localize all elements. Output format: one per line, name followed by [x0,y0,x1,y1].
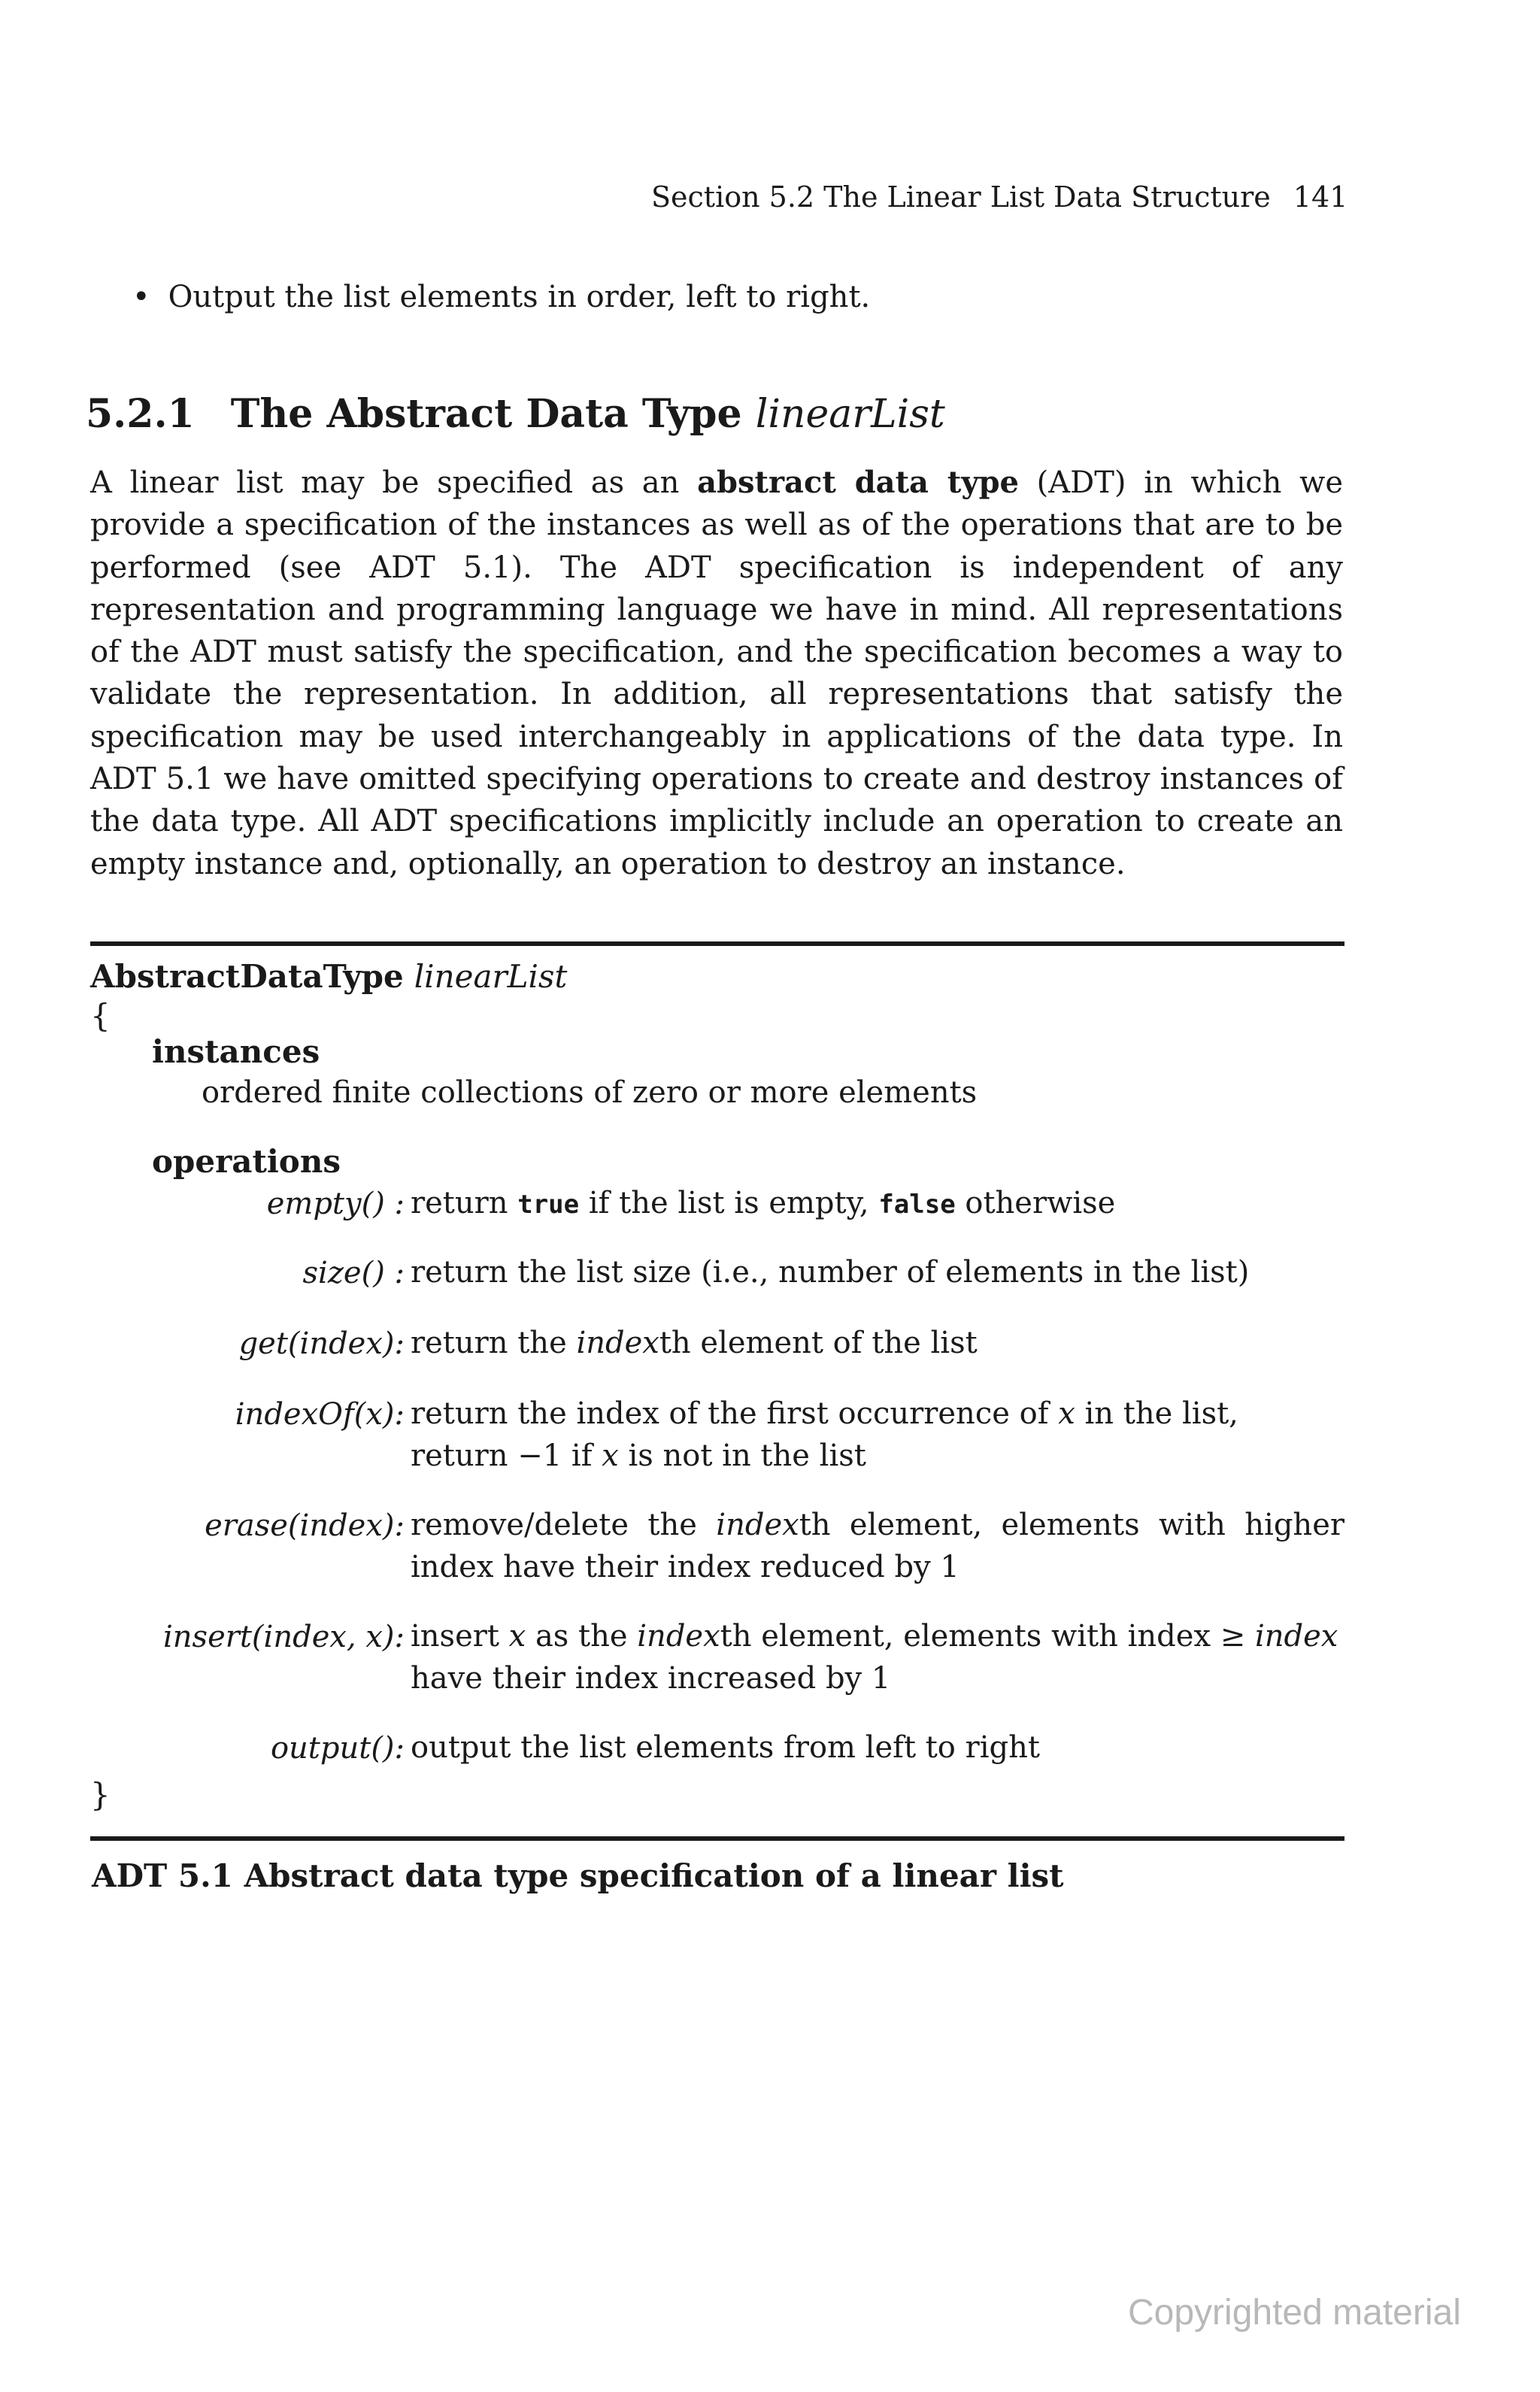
adt-open-brace: { [90,997,111,1034]
adt-top-rule [90,941,1344,946]
adt-bottom-rule [90,1836,1344,1841]
op-desc-get: return the indexth element of the list [411,1326,978,1360]
instances-text: ordered finite collections of zero or more elements [202,1075,978,1110]
section-title-italic: linearList [755,392,945,437]
op-desc-size: return the list size (i.e., number of elements in the list) [411,1255,1250,1290]
operations-label: operations [152,1143,341,1180]
section-number: 5.2.1 [86,391,195,437]
op-desc-insert: insert x as the indexth element, elements with index ≥ index have their index increased by 1 [411,1619,1338,1696]
op-name-insert: insert(index, x): [162,1620,405,1654]
op-desc-output: output the list elements from left to right [411,1730,1040,1765]
adt-heading [90,958,567,995]
op-desc-indexof: return the index of the first occurrence of x in the list, return −1 if x is not in the list [411,1396,1238,1473]
adt-caption: ADT 5.1 Abstract data type specification of a linear list [92,1857,1064,1894]
op-name-indexof: indexOf(x): [235,1397,405,1432]
op-name-get: get(index): [238,1326,405,1361]
instances-label: instances [152,1033,320,1070]
bullet-item [132,280,870,314]
adt-keyword: AbstractDataType [90,958,404,995]
op-name-empty: empty() : [266,1187,405,1221]
adt-name: linearList [414,958,568,995]
paragraph-text: A linear list may be specified as an [90,465,698,500]
running-header [651,180,1348,214]
op-name-erase: erase(index): [205,1508,405,1543]
adt-close-brace: } [90,1776,111,1813]
op-name-output: output(): [270,1731,405,1766]
copyright-watermark: Copyrighted material [1128,2293,1461,2333]
page-number: 141 [1293,180,1348,214]
section-heading [86,391,945,437]
bullet-marker: • [132,280,150,314]
body-paragraph [90,462,1343,885]
paragraph-bold-term: abstract data type [697,465,1019,500]
paragraph-text-cont: (ADT) in which we provide a specification of the instances as well as of the operations that are to be performed (see ADT 5.1). The ADT specification is independent of any representation and programming language we have in mind. All representations of the ADT must satisfy the specification, and the specification becomes a way to validate the representation. In addition, all representations that satisfy the specification may be used interchangeably in applications of the data type. In ADT 5.1 we have omitted specifying operations to create and destroy instances of the data type. All ADT specifications implicitly include an operation to create an empty instance and, optionally, an operation to destroy an instance. [90,465,1343,881]
section-title: The Abstract Data Type [230,391,742,437]
op-desc-empty: return true if the list is empty, false otherwise [411,1186,1116,1220]
op-desc-erase: remove/delete the indexth element, elements with higher index have their index reduced by 1 [411,1508,1344,1584]
header-title: Section 5.2 The Linear List Data Structure [651,180,1271,214]
bullet-text: Output the list elements in order, left to right. [168,280,871,314]
op-name-size: size() : [302,1256,405,1290]
